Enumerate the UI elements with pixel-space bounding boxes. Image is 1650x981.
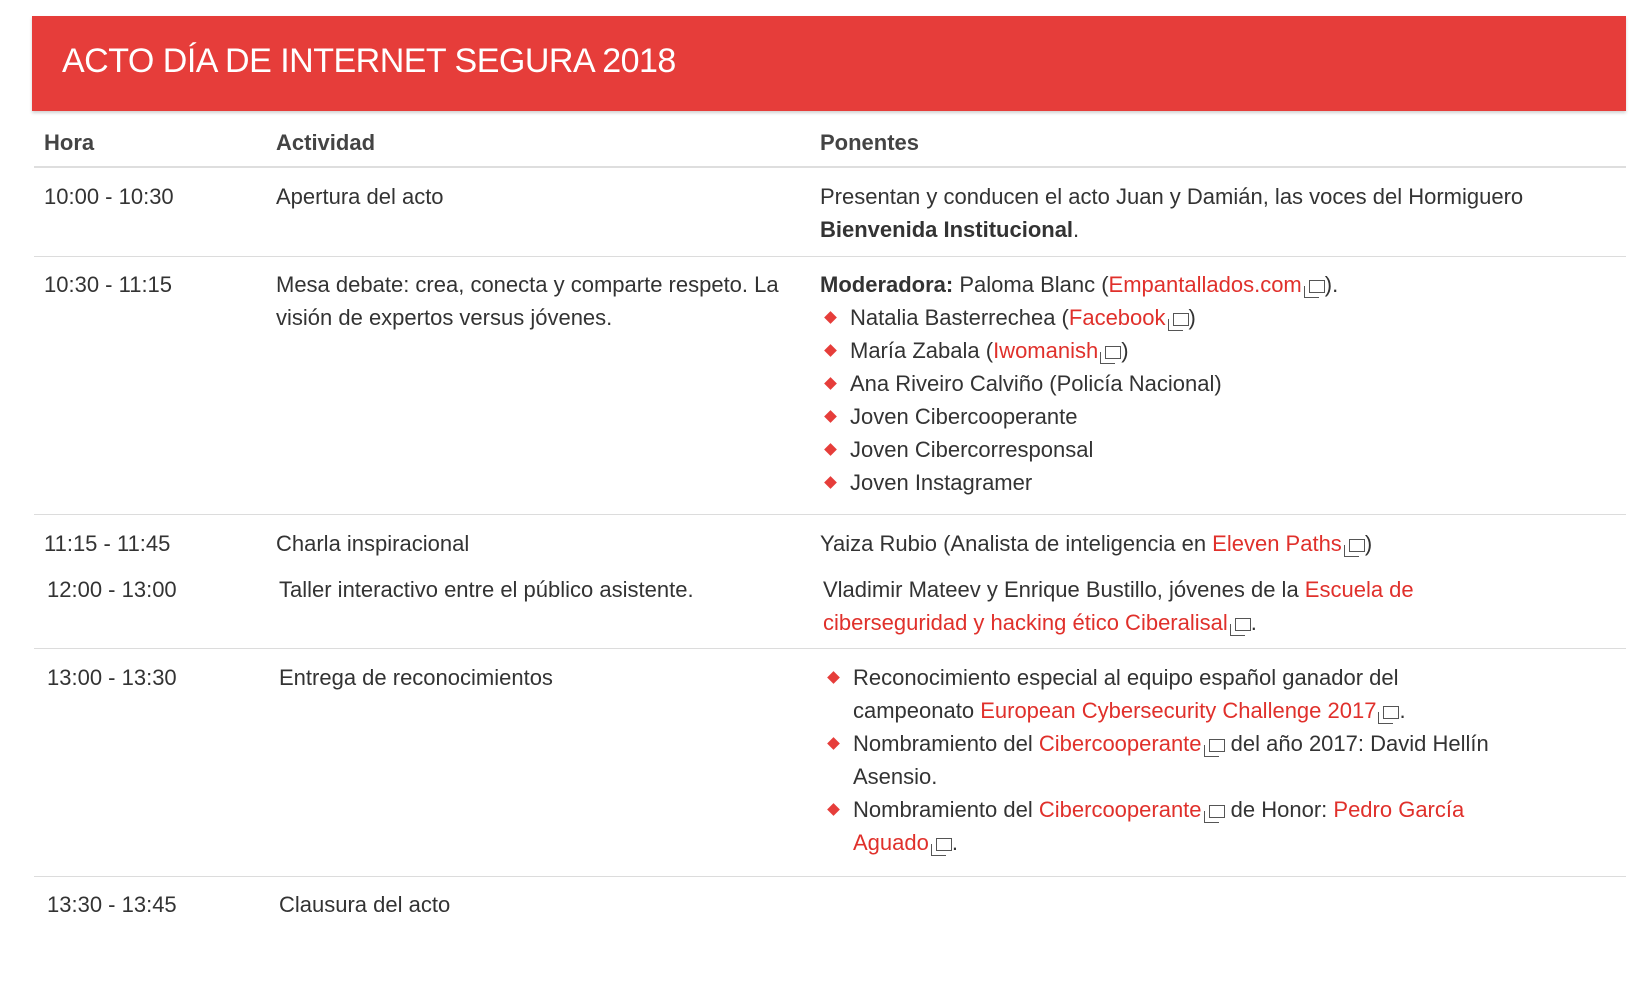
speaker-name: Yaiza Rubio (Analista de inteligencia en [820,531,1213,556]
external-link-icon [1173,313,1189,326]
speakers-line: Presentan y conducen el acto Juan y Damián, las voces del Hormiguero [820,184,1524,209]
speaker-name: Joven Cibercorresponsal [850,437,1094,462]
item-text: del año 2017: David Hellín Asensio. [853,731,1489,789]
row-time: 13:30 - 13:45 [47,892,177,917]
speakers-line [820,213,1620,246]
punctuation: ). [1324,272,1339,297]
list-item [820,301,1620,334]
external-link-icon [1235,618,1251,631]
list-item [820,334,1620,367]
row-time: 11:15 - 11:45 [44,531,171,556]
diamond-bullet-icon [827,803,840,816]
row-activity: Apertura del acto [276,184,444,209]
header-divider [34,166,1626,168]
row-speakers [823,661,1543,859]
external-link-icon [1209,739,1225,752]
diamond-bullet-icon [824,410,837,423]
row-time: 12:00 - 13:00 [47,577,177,602]
iwomanish-link[interactable]: Iwomanish [993,338,1099,363]
row-activity: Mesa debate: crea, conecta y comparte respeto. La visión de expertos versus jóvenes. [276,272,779,330]
moderator-name: Paloma Blanc ( [953,272,1109,297]
list-item [823,661,1453,727]
diamond-bullet-icon [824,344,837,357]
row-activity: Charla inspiracional [276,531,470,556]
item-text: Reconocimiento especial al equipo español ganador del campeonato [853,665,1399,723]
diamond-bullet-icon [824,311,837,324]
external-link-icon [1105,346,1121,359]
european-cybersecurity-challenge-link[interactable]: European Cybersecurity Challenge 2017 [980,698,1377,723]
cibercooperante-link[interactable]: Cibercooperante [1038,797,1202,822]
row-divider [34,648,1626,649]
item-text: Nombramiento del [853,797,1039,822]
moderator-line [820,268,1620,301]
list-item [823,727,1543,793]
speaker-name: Ana Riveiro Calviño (Policía Nacional) [850,371,1222,396]
row-time: 10:00 - 10:30 [44,184,174,209]
diamond-bullet-icon [824,377,837,390]
moderator-label: Moderadora: [820,272,954,297]
row-time: 10:30 - 11:15 [44,272,173,297]
list-item [820,466,1620,499]
recognition-list [823,661,1543,859]
eleven-paths-link[interactable]: Eleven Paths [1212,531,1342,556]
diamond-bullet-icon [827,737,840,750]
punctuation: . [1073,217,1080,242]
bold-text: Bienvenida Institucional [820,217,1074,242]
cibercooperante-link[interactable]: Cibercooperante [1038,731,1202,756]
punctuation: ) [1121,338,1129,363]
punctuation: . [1250,610,1257,635]
external-link-icon [1309,280,1325,293]
speaker-name: Vladimir Mateev y Enrique Bustillo, jóvenes de la [823,577,1305,602]
punctuation: ) [1188,305,1196,330]
punctuation: ) [1364,531,1373,556]
row-speakers [823,573,1443,639]
row-divider [34,256,1626,257]
column-header-hora: Hora [44,130,95,155]
speaker-name: Joven Cibercooperante [850,404,1078,429]
diamond-bullet-icon [824,476,837,489]
row-divider [34,876,1626,877]
item-text: Nombramiento del [853,731,1039,756]
event-title-banner [32,16,1626,111]
speaker-name: María Zabala ( [850,338,994,363]
diamond-bullet-icon [827,671,840,684]
row-time: 13:00 - 13:30 [47,665,177,690]
empantallados-link[interactable]: Empantallados.com [1108,272,1302,297]
list-item [820,433,1620,466]
ciberalisal-link[interactable]: Escuela de ciberseguridad y hacking ético Ciberalisal [823,577,1414,635]
speaker-name: Joven Instagramer [850,470,1033,495]
punctuation: . [951,830,958,855]
column-header-ponentes: Ponentes [820,130,920,155]
row-speakers [820,527,1620,560]
column-header-actividad: Actividad [276,130,376,155]
punctuation: . [1399,698,1406,723]
external-link-icon [1383,706,1399,719]
list-item [823,793,1543,859]
row-speakers [820,268,1620,499]
external-link-icon [1209,805,1225,818]
external-link-icon [936,838,952,851]
row-divider [34,514,1626,515]
page-title: ACTO DÍA DE INTERNET SEGURA 2018 [62,42,676,80]
speaker-name: Natalia Basterrechea ( [850,305,1069,330]
row-activity: Taller interactivo entre el público asistente. [279,577,694,602]
list-item [820,367,1620,400]
row-speakers [820,180,1620,246]
external-link-icon [1349,539,1365,552]
diamond-bullet-icon [824,443,837,456]
list-item [820,400,1620,433]
pedro-garcia-aguado-link[interactable]: Pedro García Aguado [853,797,1465,855]
speaker-list [820,301,1620,499]
facebook-link[interactable]: Facebook [1068,305,1166,330]
row-activity: Entrega de reconocimientos [279,665,553,690]
row-activity: Clausura del acto [279,892,451,917]
item-text: de Honor: [1224,797,1334,822]
